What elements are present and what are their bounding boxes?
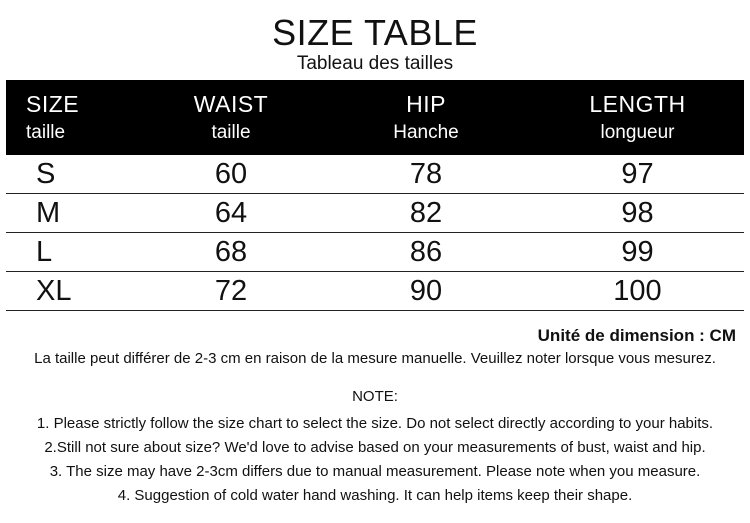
cell-size: M [36, 197, 61, 229]
header-sublabel: longueur [600, 121, 675, 143]
cell-length: 97 [621, 158, 654, 190]
cell-waist: 72 [214, 275, 248, 307]
note-item: 1. Please strictly follow the size chart to select the size. Do not select directly according to your habits. [36, 415, 714, 432]
measurement-note-fr: La taille peut différer de 2-3 cm en raison de la mesure manuelle. Veuillez noter lorsque vous mesurez. [34, 350, 716, 367]
header-length [531, 80, 744, 155]
cell-size: L [36, 236, 53, 268]
note-item: 2.Still not sure about size? We'd love to advise based on your measurements of bust, waist and hip. [44, 439, 706, 456]
note-label: NOTE: [352, 388, 398, 405]
cell-waist: 60 [214, 158, 248, 190]
cell-hip: 90 [409, 275, 443, 307]
cell-waist: 64 [214, 197, 248, 229]
table-row [6, 233, 744, 272]
header-label: WAIST [193, 90, 269, 117]
table-row [6, 194, 744, 233]
notes-list [0, 412, 750, 508]
cell-size: S [36, 158, 56, 190]
header-sublabel: Hanche [393, 121, 459, 143]
table-header [6, 80, 744, 155]
header-sublabel: taille [211, 121, 251, 143]
header-label: LENGTH [589, 90, 686, 117]
table-row [6, 272, 744, 311]
page-subtitle: Tableau des tailles [296, 53, 454, 74]
note-item: 4. Suggestion of cold water hand washing. It can help items keep their shape. [117, 487, 633, 504]
cell-length: 99 [621, 236, 654, 268]
size-table [6, 80, 744, 311]
page-title: SIZE TABLE [272, 12, 478, 53]
header-waist [141, 80, 321, 155]
header-sublabel: taille [26, 121, 66, 143]
cell-hip: 78 [409, 158, 443, 190]
table-row [6, 155, 744, 194]
cell-hip: 86 [409, 236, 443, 268]
cell-length: 98 [621, 197, 654, 229]
header-label: SIZE [26, 90, 80, 117]
cell-size: XL [36, 275, 72, 307]
cell-hip: 82 [409, 197, 443, 229]
header-size [6, 80, 141, 155]
note-item: 3. The size may have 2-3cm differs due to manual measurement. Please note when you measure. [49, 463, 701, 480]
cell-length: 100 [613, 275, 662, 307]
header-label: HIP [406, 90, 446, 117]
header-hip [321, 80, 531, 155]
unit-note: Unité de dimension : CM [537, 326, 736, 345]
cell-waist: 68 [214, 236, 248, 268]
